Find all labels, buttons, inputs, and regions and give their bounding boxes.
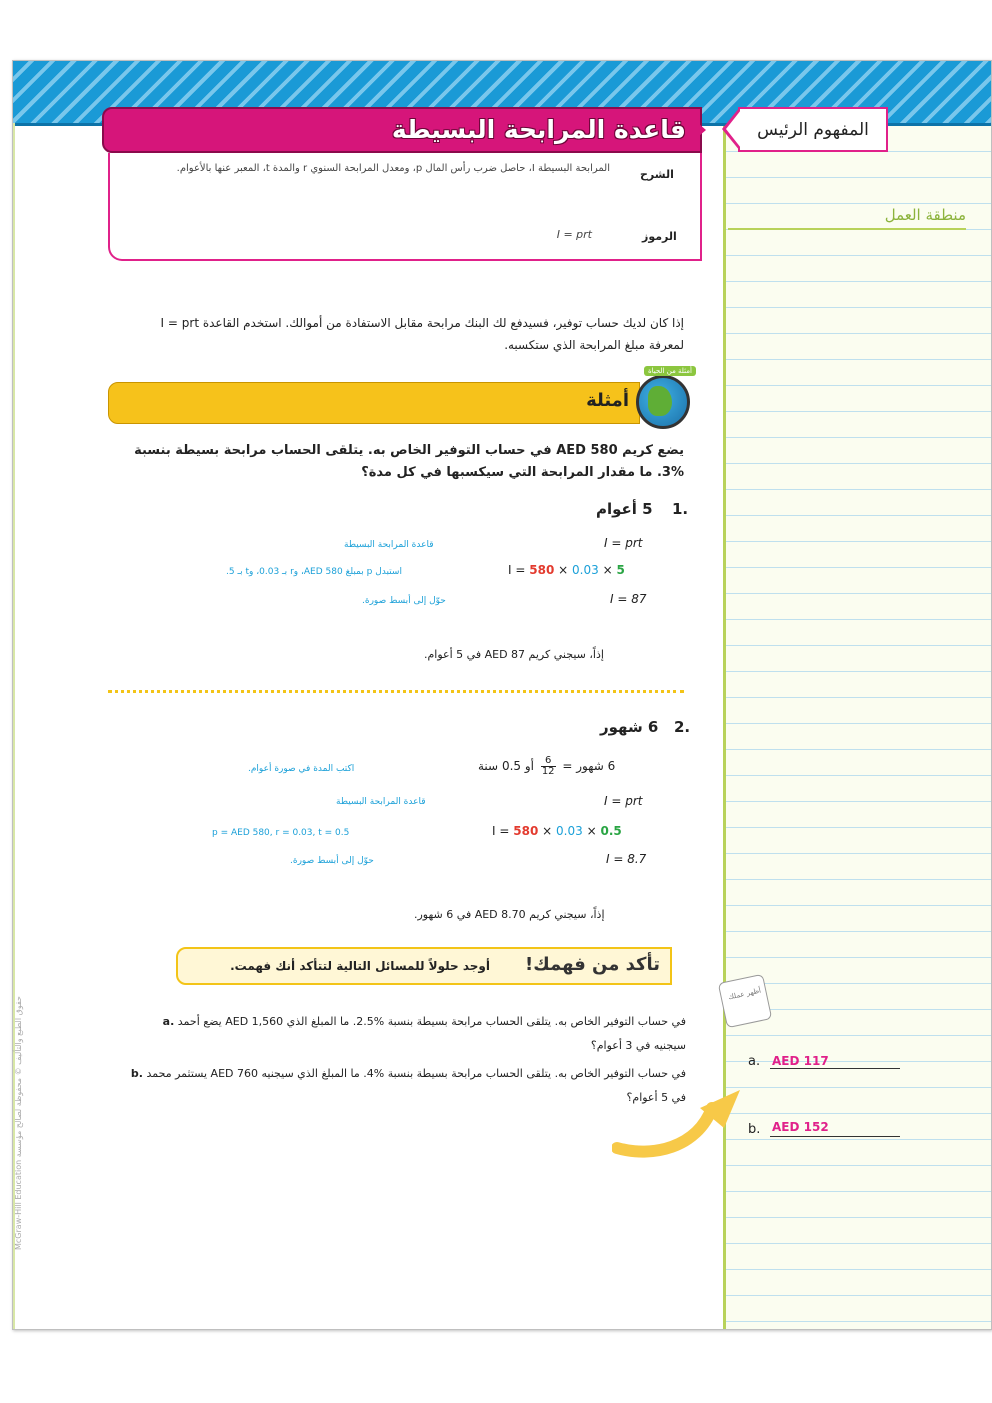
title-bar (102, 107, 702, 153)
ex2-conclusion: إذاً، سيجني كريم AED 8.70 في 6 شهور. (414, 908, 605, 921)
answer-b-line (770, 1136, 900, 1137)
page-title: قاعدة المرابحة البسيطة (391, 115, 686, 144)
ex2-sub-times-1: × (542, 824, 553, 838)
ex1-conclusion: إذاً، سيجني كريم AED 87 في 5 أعوام. (424, 648, 604, 661)
ex1-note-2: استبدل p بمبلغ AED 580، وr بـ 0.03، وt بـ 5. (226, 567, 402, 577)
ex1-sub-time: 5 (616, 563, 625, 577)
answer-b-label: b. (748, 1122, 761, 1137)
check-understanding-bar (176, 947, 672, 985)
check-title: تأكد من فهمك! (525, 954, 660, 975)
examples-heading: أمثلة (586, 390, 629, 411)
symbols-formula (532, 224, 592, 246)
ex1-substitution (508, 563, 625, 577)
ex2-sub-time: 0.5 (600, 824, 622, 838)
real-world-tag: أمثلة من الحياة (644, 366, 696, 376)
ex1-result-text: I = 87 (610, 592, 647, 606)
ex2-note-1: اكتب المدة في صورة أعوام. (248, 764, 355, 774)
show-work-label: أظهر عملك (727, 986, 762, 1002)
answer-a-label: a. (748, 1054, 761, 1069)
ex2-sub-prefix: I = (492, 824, 510, 838)
answer-b-value[interactable]: AED 152 (772, 1120, 829, 1134)
definition-text: المرابحة البسيطة I، حاصل ضرب رأس المال p، ومعدل المرابحة السنوي r والمدة t، المعبر عنها بالأعوام. (176, 163, 610, 174)
key-concept-label: المفهوم الرئيس (757, 119, 869, 140)
symbols-label: الرموز (642, 230, 677, 243)
ex1-sub-times-1: × (558, 563, 569, 577)
example-2-label: 6 شهور (600, 718, 659, 736)
exercise-a (130, 1010, 686, 1058)
key-concept-tab (738, 107, 888, 152)
ex2-convert-rhs: أو 0.5 سنة (478, 759, 534, 773)
exercise-b (130, 1062, 686, 1110)
ex2-fraction-num: 6 (541, 756, 556, 767)
ex1-note-3: حوّل إلى أبسط صورة. (362, 596, 446, 606)
answer-a-line (770, 1068, 900, 1069)
exercise-a-label: a. (162, 1015, 175, 1028)
ex2-fraction-den: 12 (541, 766, 555, 777)
ex2-substitution (492, 824, 622, 838)
ex1-sub-principal: 580 (529, 563, 555, 577)
example-problem: يضع كريم AED 580 في حساب التوفير الخاص به. يتلقى الحساب مرابحة بسيطة بنسبة %3. ما مقدار المرابحة التي سيكسبها في كل مدة؟ (134, 443, 684, 480)
ex1-result (610, 592, 647, 606)
ex2-convert (478, 756, 615, 777)
example-2-number: 2. (674, 718, 691, 736)
ex2-formula-text: I = prt (604, 794, 643, 808)
work-zone-label: منطقة العمل (728, 206, 966, 230)
copyright-margin: McGraw-Hill Education حقوق الطبع والتأليف © محفوظة لصالح مؤسسة (14, 996, 23, 1250)
exercise-b-text: يستثمر محمد AED 760 في حساب التوفير الخاص به. يتلقى الحساب مرابحة بسيطة بنسبة %4. ما المبلغ الذي سيجنيه في 5 أعوام؟ (146, 1067, 686, 1104)
ex1-sub-rate: 0.03 (572, 563, 599, 577)
intro-paragraph: إذا كان لديك حساب توفير، فسيدفع لك البنك مرابحة مقابل الاستفادة من أموالك. استخدم القاعدة I = prt لمعرفة مبلغ المرابحة الذي ستكسبه. (160, 316, 684, 352)
definition-label: الشرح (640, 168, 674, 181)
ex1-sub-times-2: × (602, 563, 613, 577)
example-1-number: 1. (672, 500, 689, 518)
example-1-label: 5 أعوام (596, 500, 653, 518)
ex2-result-text: I = 8.7 (606, 852, 647, 866)
globe-land-icon (648, 386, 672, 416)
section-divider (108, 690, 684, 693)
ex2-formula (604, 794, 642, 808)
ex1-note-1: قاعدة المرابحة البسيطة (344, 540, 434, 550)
examples-bar (108, 382, 640, 424)
ex2-note-2: قاعدة المرابحة البسيطة (336, 797, 426, 807)
ex2-note-3: p = AED 580, r = 0.03, t = 0.5 (212, 828, 350, 838)
ex2-result (606, 852, 646, 866)
ex2-sub-times-2: × (586, 824, 597, 838)
exercise-a-text: يضع أحمد AED 1,560 في حساب التوفير الخاص به. يتلقى الحساب مرابحة بسيطة بنسبة %2.5. ما المبلغ الذي سيجنيه في 3 أعوام؟ (177, 1015, 686, 1052)
ex2-note-4: حوّل إلى أبسط صورة. (290, 856, 374, 866)
ex2-sub-rate: 0.03 (556, 824, 583, 838)
check-instruction: أوجد حلولاً للمسائل التالية لتتأكد أنك فهمت. (230, 959, 490, 973)
work-zone-panel (723, 126, 992, 1329)
title-arrow (686, 113, 706, 147)
ex1-formula (604, 536, 642, 550)
show-work-icon (718, 974, 773, 1029)
answer-arrow-icon (612, 1078, 742, 1158)
formula-text: I = prt (556, 228, 592, 241)
ex2-sub-principal: 580 (513, 824, 539, 838)
ex1-formula-text: I = prt (604, 536, 643, 550)
exercise-b-label: b. (130, 1067, 143, 1080)
ex2-fraction (541, 756, 556, 777)
ex2-convert-lhs: 6 شهور = (562, 759, 616, 773)
answer-a-value[interactable]: AED 117 (772, 1054, 829, 1068)
ex1-sub-prefix: I = (508, 563, 526, 577)
